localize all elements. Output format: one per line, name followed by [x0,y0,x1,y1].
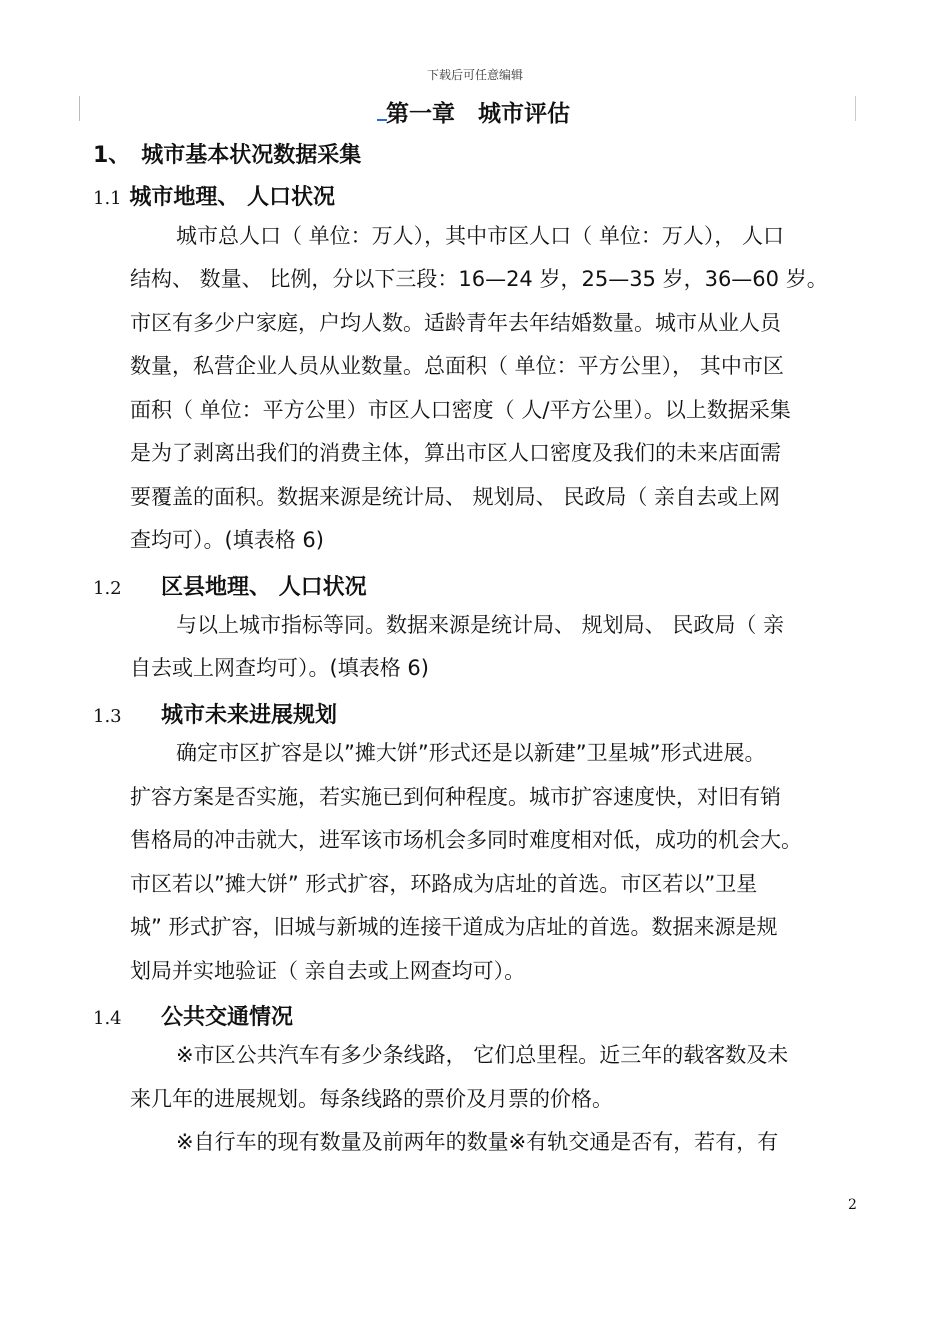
paragraph-line: 面积（ 单位：平方公里）市区人口密度（ 人/平方公里）。以上数据采集 [130,398,791,422]
subsection-title: 区县地理、 人口状况 [161,575,367,600]
subsection-title: 城市未来进展规划 [161,703,338,728]
subsection-heading [93,698,337,729]
paragraph-line: 城市总人口（ 单位：万人），其中市区人口（ 单位：万人）， 人口 [176,224,785,248]
chapter-title: 第一章 城市评估 [386,101,570,127]
paragraph-line: 是为了剥离出我们的消费主体，算出市区人口密度及我们的未来店面需 [130,441,781,465]
subsection-heading [93,570,367,601]
paragraph-line: ※市区公共汽车有多少条线路， 它们总里程。近三年的载客数及未 [176,1043,789,1067]
subsection-title: 公共交通情况 [161,1005,294,1030]
subsection-heading [93,1000,293,1031]
paragraph-line: 售格局的冲击就大，进军该市场机会多同时难度相对低，成功的机会大。 [130,828,802,852]
subsection-number: 1.1 [93,188,122,209]
subsection-number: 1.3 [93,706,122,727]
paragraph-line: 市区有多少户家庭，户均人数。适龄青年去年结婚数量。城市从业人员 [130,311,781,335]
paragraph-line: 市区若以”摊大饼” 形式扩容，环路成为店址的首选。市区若以”卫星 [130,872,758,896]
paragraph-line: 城” 形式扩容，旧城与新城的连接干道成为店址的首选。数据来源是规 [130,915,778,939]
margin-mark [855,96,856,121]
paragraph-line: 确定市区扩容是以”摊大饼”形式还是以新建”卫星城”形式进展。 [176,741,766,765]
subsection-title: 城市地理、 人口状况 [129,185,335,210]
paragraph-line: 自去或上网查均可）。(填表格 6) [130,656,429,680]
subsection-number: 1.2 [93,578,122,599]
paragraph-line: 扩容方案是否实施，若实施已到何种程度。城市扩容速度快，对旧有销 [130,785,781,809]
paragraph-line: 来几年的进展规划。每条线路的票价及月票的价格。 [130,1087,613,1111]
section-heading: 1、 城市基本状况数据采集 [93,143,362,168]
margin-mark [79,96,80,121]
header-note: 下载后可任意编辑 [426,68,523,82]
paragraph-line: 与以上城市指标等同。数据来源是统计局、 规划局、 民政局（ 亲 [176,613,785,637]
paragraph-line: 划局并实地验证（ 亲自去或上网查均可）。 [130,959,526,983]
paragraph-line: 查均可）。(填表格 6) [130,528,324,552]
paragraph-line: 结构、 数量、 比例，分以下三段：16—24 岁，25—35 岁，36—60 岁。 [130,267,828,291]
subsection-heading [93,180,335,211]
subsection-number: 1.4 [93,1008,122,1029]
paragraph-line: ※自行车的现有数量及前两年的数量※有轨交通是否有，若有，有 [176,1130,779,1154]
page-number: 2 [848,1197,857,1213]
paragraph-line: 数量，私营企业人员从业数量。总面积（ 单位：平方公里）， 其中市区 [130,354,784,378]
paragraph-line: 要覆盖的面积。数据来源是统计局、 规划局、 民政局（ 亲自去或上网 [130,485,781,509]
